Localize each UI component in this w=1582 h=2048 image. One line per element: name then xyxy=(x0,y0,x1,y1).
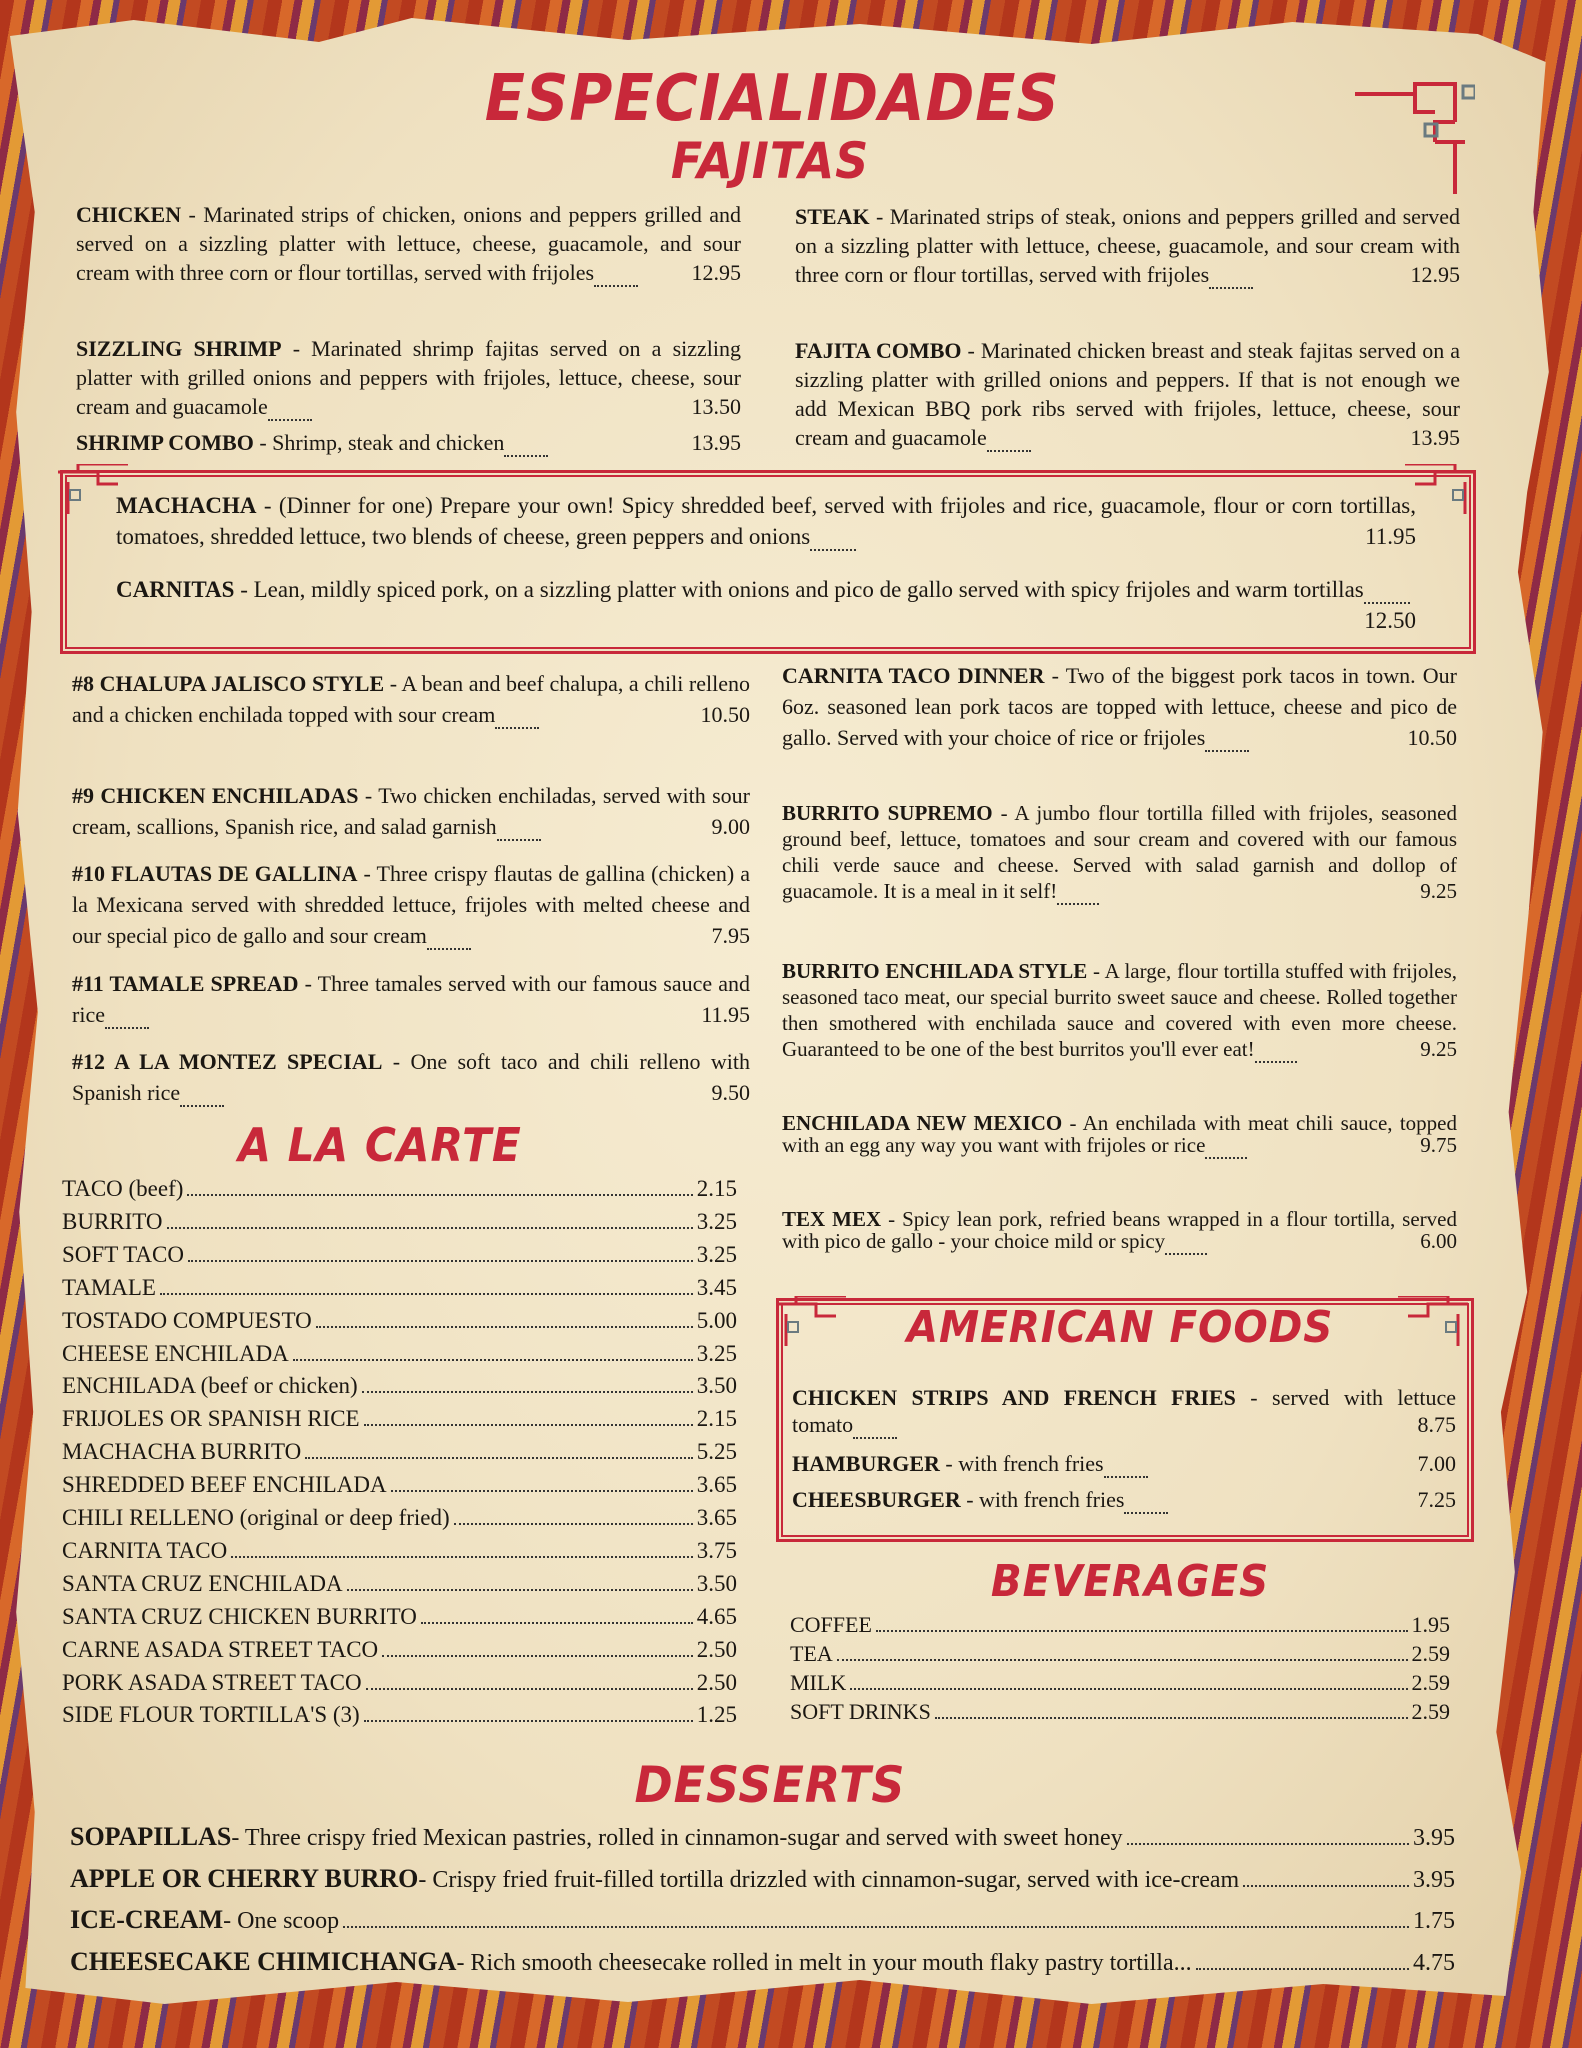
price-leader xyxy=(497,814,541,841)
item-price: 1.95 xyxy=(1411,1612,1450,1637)
item-price: 11.95 xyxy=(701,1002,750,1027)
price-leader xyxy=(343,1926,1409,1928)
item-price: 7.95 xyxy=(711,923,750,948)
combo-item xyxy=(72,780,750,842)
item-description: - An enchilada with meat chili sauce, topped with an egg any way you want with frijoles or rice xyxy=(782,1111,1457,1157)
item-name: SANTA CRUZ ENCHILADA xyxy=(62,1570,343,1596)
item-name: #10 FLAUTAS DE GALLINA xyxy=(72,861,358,886)
item-name: MACHACHA BURRITO xyxy=(62,1439,302,1465)
item-name: CHEESBURGER xyxy=(792,1487,961,1512)
item-name: SHRIMP COMBO xyxy=(76,430,254,455)
dessert-item xyxy=(70,1947,1455,1979)
price-leader xyxy=(1255,1037,1297,1063)
item-description: - Lean, mildly spiced pork, on a sizzling platter with onions and pico de gallo served with spicy frijoles and warm tortillas xyxy=(234,577,1364,602)
item-description: - Two chicken enchiladas, served with sour cream, scallions, Spanish rice, and salad garnish xyxy=(72,783,751,839)
item-name: PORK ASADA STREET TACO xyxy=(62,1669,362,1695)
item-description: - Marinated strips of chicken, onions and peppers grilled and served on a sizzling platter with lettuce, cheese, guacamole, and sour cream with three corn or flour tortillas, served with frijoles xyxy=(76,202,741,285)
alacarte-item xyxy=(62,1242,737,1274)
price-leader xyxy=(1127,1843,1409,1845)
item-description: - Three crispy flautas de gallina (chicken) a la Mexicana served with shredded lettuce, frijoles with melted cheese and our special pico de gallo and sour cream xyxy=(72,861,750,948)
item-price: 2.15 xyxy=(696,1176,737,1201)
alacarte-item xyxy=(62,1439,737,1471)
dessert-item xyxy=(70,1905,1455,1937)
item-name: SOFT TACO xyxy=(62,1241,184,1267)
item-name: CHEESE ENCHILADA xyxy=(62,1340,289,1366)
item-price: 13.95 xyxy=(1410,425,1460,450)
item-name: CHILI RELLENO (original or deep fried) xyxy=(62,1505,450,1530)
price-leader xyxy=(504,430,548,457)
heading-american-foods: AMERICAN FOODS xyxy=(906,1302,1334,1353)
price-leader xyxy=(853,1412,897,1439)
heading-desserts: DESSERTS xyxy=(634,1756,906,1814)
item-price: 3.45 xyxy=(696,1274,737,1300)
combo-item xyxy=(72,668,750,730)
fajita-item xyxy=(76,428,741,457)
item-price: 5.25 xyxy=(696,1439,737,1465)
item-price: 7.25 xyxy=(1417,1487,1456,1512)
item-price: 3.50 xyxy=(696,1570,737,1596)
item-name: BURRITO SUPREMO xyxy=(782,801,993,825)
item-price: 9.25 xyxy=(1420,1037,1457,1061)
price-leader xyxy=(1209,262,1253,289)
item-description: - Two of the biggest pork tacos in town. Our 6oz. seasoned lean pork tacos are topped with lettuce, cheese and pico de gallo. Served with your choice of rice or frijoles xyxy=(782,663,1457,750)
item-price: 8.75 xyxy=(1417,1412,1456,1437)
alacarte-item xyxy=(62,1571,737,1603)
item-description: - with french fries xyxy=(939,1451,1104,1476)
item-name: APPLE OR CHERRY BURRO xyxy=(70,1863,419,1893)
item-description: - Marinated chicken breast and steak fajitas served on a sizzling platter with grilled onions and peppers. If that is not enough we add Mexican BBQ pork ribs served with frijoles, lettuce, cheese, sour cream and guacamole xyxy=(795,338,1460,450)
item-name: SANTA CRUZ CHICKEN BURRITO xyxy=(62,1603,417,1629)
price-leader xyxy=(366,1688,693,1690)
heading-fajitas: FAJITAS xyxy=(670,132,870,190)
price-leader xyxy=(427,923,471,950)
price-leader xyxy=(1364,577,1410,604)
item-price: 4.65 xyxy=(696,1603,737,1629)
item-description: - Marinated shrimp fajitas served on a sizzling platter with grilled onions and peppers with frijoles, lettuce, cheese, sour cream and guacamole xyxy=(76,336,741,419)
item-description: - served with lettuce tomato xyxy=(792,1385,1456,1437)
fajita-item xyxy=(76,200,741,287)
item-name: HAMBURGER xyxy=(792,1451,940,1476)
price-leader xyxy=(180,1080,224,1107)
item-description: - Three tamales served with our famous sauce and rice xyxy=(72,971,751,1027)
item-name: #11 TAMALE SPREAD xyxy=(72,971,299,996)
alacarte-item xyxy=(62,1373,737,1405)
price-leader xyxy=(1205,1133,1247,1159)
item-name: TAMALE xyxy=(62,1274,156,1300)
price-leader xyxy=(167,1227,693,1229)
item-name: SIDE FLOUR TORTILLA'S (3) xyxy=(62,1702,360,1728)
item-description: - Spicy lean pork, refried beans wrapped in a flour tortilla, served with pico de gallo - your choice mild or spicy xyxy=(782,1207,1457,1253)
price-leader xyxy=(364,1720,693,1722)
box-corner-ornament-icon xyxy=(1388,1296,1468,1356)
item-description: - One soft taco and chili relleno with Spanish rice xyxy=(72,1049,750,1105)
item-price: 3.65 xyxy=(696,1472,737,1498)
item-description: - Marinated strips of steak, onions and peppers grilled and served on a sizzling platter with lettuce, cheese, guacamole, and sour cream with three corn or flour tortillas, served with frijoles xyxy=(795,204,1460,287)
beverage-item xyxy=(790,1612,1450,1644)
item-description: - (Dinner for one) Prepare your own! Spicy shredded beef, served with frijoles and rice, guacamole, flour or corn tortillas, tomatoes, shredded lettuce, two blends of cheese, green peppers and onions xyxy=(116,493,1416,549)
price-leader xyxy=(347,1589,693,1591)
item-name: TACO (beef) xyxy=(62,1176,184,1201)
alacarte-item xyxy=(62,1637,737,1669)
alacarte-item xyxy=(62,1176,737,1208)
heading-especialidades: ESPECIALIDADES xyxy=(484,62,1060,136)
item-price: 1.75 xyxy=(1413,1908,1455,1934)
american-item xyxy=(792,1450,1456,1477)
item-name: #8 CHALUPA JALISCO STYLE xyxy=(72,671,385,696)
dinner-item xyxy=(782,800,1457,904)
item-name: CHICKEN xyxy=(76,202,182,227)
item-name: SOPAPILLAS xyxy=(70,1822,232,1851)
beverage-item xyxy=(790,1641,1450,1673)
item-price: 4.75 xyxy=(1413,1949,1455,1976)
item-price: 10.50 xyxy=(700,702,750,727)
item-name: MILK xyxy=(790,1670,847,1695)
item-name: COFFEE xyxy=(790,1612,872,1637)
item-name: CARNITAS xyxy=(116,577,235,602)
item-price: 3.25 xyxy=(696,1208,737,1234)
item-name: STEAK xyxy=(795,204,870,229)
item-price: 9.50 xyxy=(711,1080,750,1105)
item-price: 3.65 xyxy=(696,1505,737,1530)
item-name: CARNITA TACO DINNER xyxy=(782,663,1045,688)
price-leader xyxy=(305,1457,693,1459)
price-leader xyxy=(188,1260,693,1262)
alacarte-item xyxy=(62,1406,737,1438)
item-name: MACHACHA xyxy=(116,493,257,518)
item-price: 3.25 xyxy=(696,1241,737,1267)
item-price: 1.25 xyxy=(696,1702,737,1728)
price-leader xyxy=(160,1293,693,1295)
item-price: 6.00 xyxy=(1420,1229,1457,1253)
item-name: CHICKEN STRIPS AND FRENCH FRIES xyxy=(792,1385,1236,1410)
price-leader xyxy=(293,1359,693,1361)
price-leader xyxy=(105,1002,149,1029)
item-price: 3.25 xyxy=(696,1340,737,1366)
item-price: 11.95 xyxy=(1365,524,1416,549)
item-price: 2.50 xyxy=(696,1669,737,1695)
item-price: 10.50 xyxy=(1407,725,1457,750)
price-leader xyxy=(1124,1487,1168,1514)
item-price: 9.25 xyxy=(1420,879,1457,903)
combo-item xyxy=(72,858,750,951)
alacarte-item xyxy=(62,1670,737,1702)
alacarte-item xyxy=(62,1472,737,1504)
item-name: ICE-CREAM xyxy=(70,1905,224,1934)
alacarte-item xyxy=(62,1308,737,1340)
item-name: TEX MEX xyxy=(782,1207,882,1231)
price-leader xyxy=(268,394,312,421)
special-item xyxy=(116,574,1416,636)
item-name: TOSTADO COMPUESTO xyxy=(62,1307,312,1333)
fajita-item xyxy=(76,334,741,421)
price-leader xyxy=(935,1717,1408,1719)
heading-beverages: BEVERAGES xyxy=(990,1556,1270,1607)
item-name: #9 CHICKEN ENCHILADAS xyxy=(72,783,359,808)
box-corner-ornament-icon xyxy=(776,1296,856,1356)
fajita-item xyxy=(795,202,1460,289)
price-leader xyxy=(850,1688,1407,1690)
alacarte-item xyxy=(62,1604,737,1636)
item-price: 2.59 xyxy=(1411,1670,1450,1695)
dessert-item xyxy=(70,1864,1455,1896)
item-price: 2.59 xyxy=(1411,1641,1450,1666)
price-leader xyxy=(810,524,856,551)
beverage-item xyxy=(790,1670,1450,1702)
item-name: #12 A LA MONTEZ SPECIAL xyxy=(72,1049,383,1074)
ornament-icon xyxy=(1355,82,1475,202)
price-leader xyxy=(594,260,638,287)
heading-a-la-carte: A LA CARTE xyxy=(238,1118,522,1172)
item-description: - with french fries xyxy=(960,1487,1125,1512)
item-name: FRIJOLES OR SPANISH RICE xyxy=(62,1406,360,1432)
dinner-item xyxy=(782,660,1457,753)
item-description: - A jumbo flour tortilla filled with frijoles, seasoned ground beef, lettuce, tomatoes and sour cream and covered with our famous chili verde sauce and cheese. Served with salad garnish and dollop of guacamole. It is a meal in it self! xyxy=(782,801,1457,903)
item-price: 12.95 xyxy=(1410,262,1460,287)
price-leader xyxy=(231,1556,693,1558)
item-name: CARNITA TACO xyxy=(62,1537,228,1563)
item-price: 5.00 xyxy=(696,1307,737,1333)
american-item xyxy=(792,1486,1456,1513)
item-description: - One scoop xyxy=(223,1908,340,1934)
price-leader xyxy=(1057,879,1099,905)
item-name: TEA xyxy=(790,1641,833,1666)
price-leader xyxy=(876,1630,1408,1632)
fajita-item xyxy=(795,336,1460,452)
item-name: FAJITA COMBO xyxy=(795,338,962,363)
price-leader xyxy=(382,1655,693,1657)
special-item xyxy=(116,490,1416,552)
item-name: SOFT DRINKS xyxy=(790,1699,931,1724)
item-price: 9.00 xyxy=(711,814,750,839)
price-leader xyxy=(987,425,1031,452)
beverage-item xyxy=(790,1699,1450,1731)
item-name: SHREDDED BEEF ENCHILADA xyxy=(62,1472,387,1498)
item-name: ENCHILADA NEW MEXICO xyxy=(782,1111,1063,1135)
item-price: 3.75 xyxy=(696,1537,737,1563)
item-price: 12.50 xyxy=(1364,608,1416,633)
dinner-item xyxy=(782,1112,1457,1156)
price-leader xyxy=(187,1194,692,1196)
price-leader xyxy=(1104,1451,1148,1478)
item-price: 3.95 xyxy=(1413,1866,1455,1893)
price-leader xyxy=(1196,1968,1409,1970)
item-price: 9.75 xyxy=(1420,1133,1457,1157)
item-price: 7.00 xyxy=(1417,1451,1456,1476)
price-leader xyxy=(495,702,539,729)
item-description: - A large, flour tortilla stuffed with frijoles, seasoned taco meat, our special burrito sweet sauce and cheese. Rolled together then smothered with enchilada sauce and covered with even more cheese. Guaranteed to be one of the best burritos you'll ever eat! xyxy=(782,959,1457,1061)
alacarte-item xyxy=(62,1702,737,1734)
price-leader xyxy=(391,1490,693,1492)
item-name: ENCHILADA (beef or chicken) xyxy=(62,1373,358,1399)
alacarte-item xyxy=(62,1538,737,1570)
price-leader xyxy=(454,1523,693,1525)
item-price: 12.95 xyxy=(691,260,741,285)
price-leader xyxy=(362,1391,693,1393)
dinner-item xyxy=(782,1208,1457,1252)
item-price: 2.50 xyxy=(696,1636,737,1662)
combo-item xyxy=(72,1046,750,1108)
item-description: - Shrimp, steak and chicken xyxy=(253,430,505,455)
item-name: BURRITO ENCHILADA STYLE xyxy=(782,959,1088,983)
item-name: BURRITO xyxy=(62,1208,163,1234)
price-leader xyxy=(1243,1885,1409,1887)
item-description: - Three crispy fried Mexican pastries, rolled in cinnamon-sugar and served with sweet honey xyxy=(231,1825,1123,1851)
alacarte-item xyxy=(62,1505,737,1537)
dinner-item xyxy=(782,958,1457,1062)
price-leader xyxy=(421,1622,693,1624)
item-price: 2.15 xyxy=(696,1406,737,1432)
price-leader xyxy=(316,1326,693,1328)
item-description: - Crispy fried fruit-filled tortilla drizzled with cinnamon-sugar, served with ice-cream xyxy=(418,1866,1240,1893)
american-item xyxy=(792,1384,1456,1438)
dessert-item xyxy=(70,1822,1455,1854)
price-leader xyxy=(1205,725,1249,752)
alacarte-item xyxy=(62,1341,737,1373)
alacarte-item xyxy=(62,1209,737,1241)
item-description: - A bean and beef chalupa, a chili relleno and a chicken enchilada topped with sour cream xyxy=(72,671,750,727)
item-price: 3.50 xyxy=(696,1373,737,1399)
item-price: 13.95 xyxy=(691,430,741,455)
item-description: - Rich smooth cheesecake rolled in melt in your mouth flaky pastry tortilla... xyxy=(456,1949,1192,1976)
item-name: CARNE ASADA STREET TACO xyxy=(62,1636,379,1662)
item-name: SIZZLING SHRIMP xyxy=(76,336,282,361)
item-price: 3.95 xyxy=(1413,1825,1455,1851)
item-price: 13.50 xyxy=(691,394,741,419)
price-leader xyxy=(1165,1229,1207,1255)
combo-item xyxy=(72,968,750,1030)
price-leader xyxy=(364,1424,693,1426)
alacarte-item xyxy=(62,1275,737,1307)
item-name: CHEESECAKE CHIMICHANGA xyxy=(70,1946,457,1976)
price-leader xyxy=(837,1659,1408,1661)
item-price: 2.59 xyxy=(1411,1699,1450,1724)
